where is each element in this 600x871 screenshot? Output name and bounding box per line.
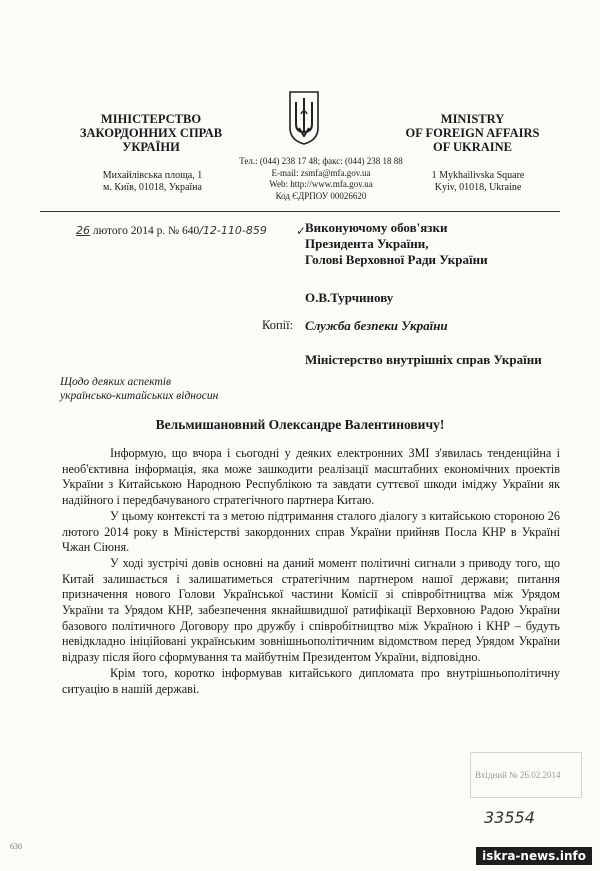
body-paragraph: У ході зустрічі довів основні на даний момент політичні сигнали з приводу того, що Китай залишається і залишатиметься стратегічним партнером нашої держави; питання призначення нового Голови Української частини Комісії зі співробітництва між Урядом України та Урядом КНР, забезпечення якнайшвидшої ратифікації Верховною Радою України базового політичного Договору про дружбу і співробітництво між Україною і КНР – будуть невідкладно ініційовані українським зовнішньополітичним відомством перед Урядом України відразу після його сформування та майбутнім Президентом України, відповідно. <box>62 555 560 665</box>
ua-address <box>70 170 235 194</box>
body-paragraph: У цьому контексті та з метою підтримання сталого діалогу з китайською стороною 26 лютого 2014 року в Міністерстві закордонних справ України прийняв Посла КНР в Україні Чжан Сіюня. <box>62 508 560 555</box>
trident-emblem-icon <box>287 88 321 146</box>
ua-ministry-line: МІНІСТЕРСТВО <box>100 112 202 126</box>
body-paragraph: Крім того, коротко інформував китайського дипломата про внутрішньополітичну ситуацію в нашій державі. <box>62 665 560 696</box>
ua-address-line: м. Київ, 01018, Україна <box>103 182 202 193</box>
site-watermark: iskra-news.info <box>476 847 592 865</box>
stamp-text: Вхідний № 26.02.2014 <box>475 770 561 780</box>
en-ministry-line: OF UKRAINE <box>432 140 513 154</box>
recipient-line: Виконуючому обов'язки <box>305 220 448 235</box>
en-address-line: Kyiv, 01018, Ukraine <box>434 182 522 193</box>
en-ministry-line: OF FOREIGN AFFAIRS <box>405 126 540 140</box>
edrpou-code: Код ЄДРПОУ 00026620 <box>275 190 367 201</box>
ua-ministry-line: УКРАЇНИ <box>122 140 180 154</box>
salutation: Вельмишановний Олександре Валентиновичу! <box>155 417 445 432</box>
body-paragraph: Інформую, що вчора і сьогодні у деяких електронних ЗМІ з'явилась тенденційна і необ'єктивна інформація, яка може зашкодити реалізації масштабних економічних проектів України з Китайською Народною Республікою та завдати суттєвої шкоди іміджу України як надійного і передбачуваного стратегічного партнера Китаю. <box>62 446 560 508</box>
check-mark-icon: ✓ <box>296 224 307 238</box>
subject-text: українсько-китайських відносин <box>60 390 219 402</box>
subject-text: Щодо деяких аспектів <box>60 376 171 388</box>
recipient-name: О.В.Турчинову <box>305 290 394 305</box>
letterhead-divider <box>40 211 560 212</box>
contact-info <box>236 156 406 202</box>
en-ministry-name <box>400 112 545 154</box>
ua-ministry-name <box>66 112 236 154</box>
web-link[interactable]: Web: http://www.mfa.gov.ua <box>269 179 373 189</box>
page-number: 630 <box>10 842 22 851</box>
recipient-block <box>305 220 565 268</box>
ua-ministry-line: ЗАКОРДОННИХ СПРАВ <box>79 126 223 140</box>
copy-recipient-sbu: Служба безпеки України <box>305 318 448 333</box>
en-address <box>408 170 548 194</box>
recipient-line: Голові Верховної Ради України <box>305 252 488 267</box>
reference-line <box>76 224 267 237</box>
en-ministry-line: MINISTRY <box>440 112 505 126</box>
email-link[interactable]: E-mail: zsmfa@mfa.gov.ua <box>271 167 371 178</box>
recipient-line: Президента України, <box>305 236 429 251</box>
registration-number: 33554 <box>484 808 535 827</box>
subject-line <box>60 375 290 403</box>
handwritten-number: /12-110-859 <box>199 224 267 237</box>
copy-recipient-mvs: Міністерство внутрішніх справ України <box>305 352 542 367</box>
phone-fax: Тел.: (044) 238 17 48; факс: (044) 238 18 88 <box>239 156 403 166</box>
copies-label: Копії: <box>262 318 294 332</box>
en-address-line: 1 Mykhailivska Square <box>431 170 525 181</box>
ua-address-line: Михайлівська площа, 1 <box>102 170 203 181</box>
handwritten-day: 26 <box>76 224 90 237</box>
letter-body <box>62 446 560 697</box>
date-text: лютого 2014 р. № 640 <box>92 225 200 237</box>
